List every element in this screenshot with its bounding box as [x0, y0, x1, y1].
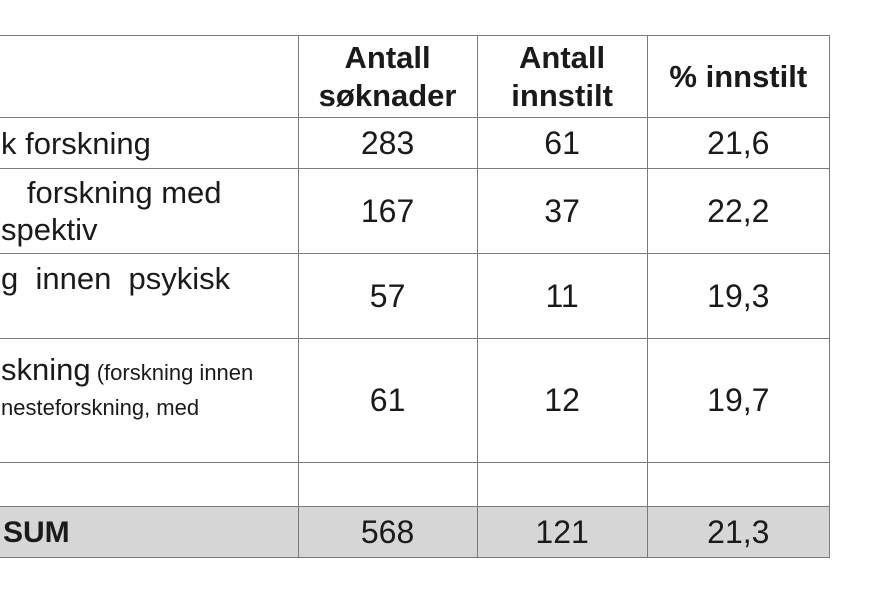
row-label-line: k forskning	[1, 125, 151, 161]
row-label-line	[1, 351, 298, 391]
row-label-parenthetical: (forskning innen	[90, 360, 254, 385]
cell-pct-innstilt: 19,3	[647, 254, 829, 339]
empty-cell	[0, 463, 298, 507]
sum-antall-soknader: 568	[298, 507, 477, 558]
row-label-line: forskning med	[1, 175, 222, 210]
header-antall-soknader-line2: søknader	[318, 77, 457, 113]
cell-antall-soknader: 61	[298, 339, 477, 463]
header-antall-soknader-line1: Antall	[344, 39, 431, 75]
row-label	[0, 254, 298, 339]
cell-pct-innstilt: 22,2	[647, 169, 829, 254]
empty-row	[0, 463, 830, 507]
applications-table	[0, 35, 830, 558]
sum-antall-innstilt: 121	[477, 507, 647, 558]
empty-cell	[647, 463, 829, 507]
header-pct-innstilt-line1: % innstilt	[669, 58, 808, 94]
header-row	[0, 36, 830, 118]
empty-cell	[477, 463, 647, 507]
empty-cell	[298, 463, 477, 507]
row-label-line: g innen psykisk	[1, 261, 231, 296]
cell-pct-innstilt: 19,7	[647, 339, 829, 463]
header-antall-innstilt-line2: innstilt	[511, 77, 613, 113]
sum-label-text: SUM	[3, 515, 70, 549]
sum-row	[0, 507, 830, 558]
row-label	[0, 169, 298, 254]
table-row	[0, 254, 830, 339]
cell-antall-innstilt: 12	[477, 339, 647, 463]
table-row	[0, 339, 830, 463]
row-label	[0, 118, 298, 169]
cell-antall-soknader: 283	[298, 118, 477, 169]
header-pct-innstilt	[647, 36, 829, 118]
sum-label	[0, 507, 298, 558]
row-label	[0, 339, 298, 463]
sum-pct-innstilt: 21,3	[647, 507, 829, 558]
cell-antall-innstilt: 37	[477, 169, 647, 254]
cell-antall-soknader: 167	[298, 169, 477, 254]
table-row	[0, 118, 830, 169]
cell-antall-innstilt: 11	[477, 254, 647, 339]
header-antall-innstilt	[477, 36, 647, 118]
header-antall-soknader	[298, 36, 477, 118]
cell-antall-innstilt: 61	[477, 118, 647, 169]
cell-antall-soknader: 57	[298, 254, 477, 339]
cell-pct-innstilt: 21,6	[647, 118, 829, 169]
row-label-line: spektiv	[1, 212, 98, 247]
header-antall-innstilt-line1: Antall	[519, 39, 606, 75]
header-category	[0, 36, 298, 118]
row-label-line: nesteforskning, med	[1, 395, 200, 420]
table-row	[0, 169, 830, 254]
row-label-main: skning	[1, 352, 91, 387]
